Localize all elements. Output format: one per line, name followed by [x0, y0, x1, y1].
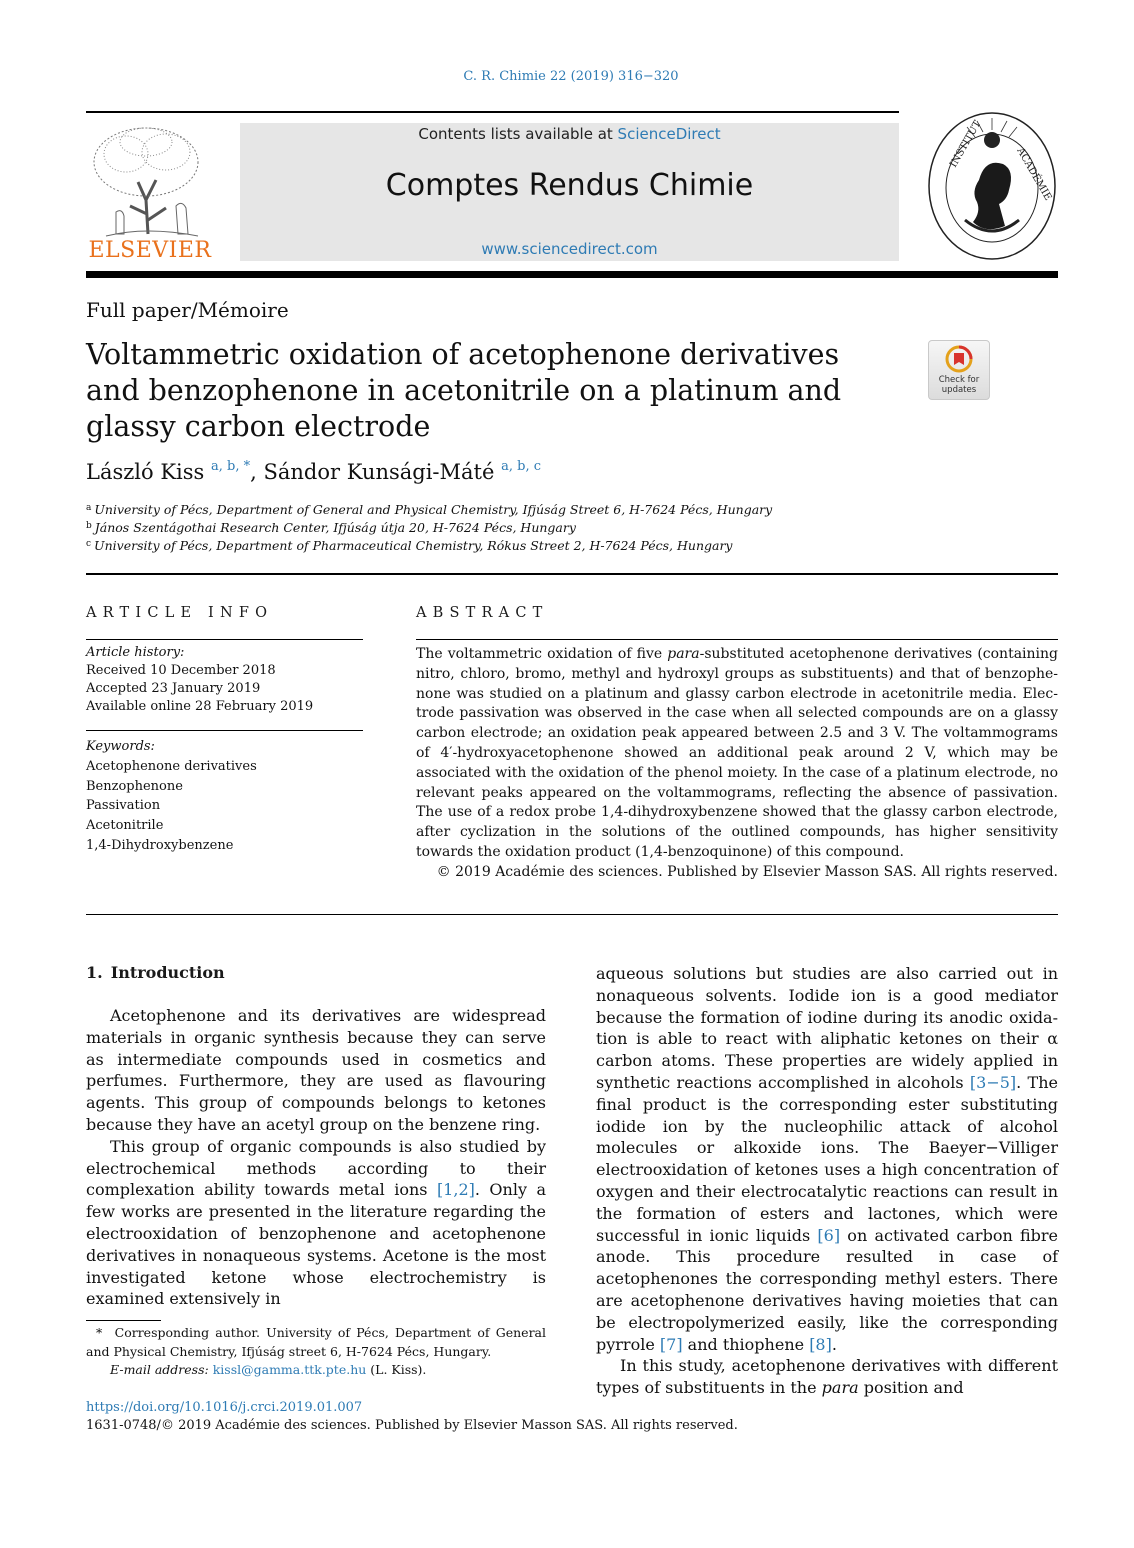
text-run: and thiophene: [682, 1334, 810, 1354]
corresponding-author-footnote: [86, 1324, 546, 1380]
paragraph: Acetophenone and its derivatives are widespread materials in organic synthesis because they can serve as intermediate compounds used in cosmetics and perfumes. Furthermore, they are used as flavouring agents. This group of compounds belongs to ketones because they have an acetyl group on the benzene ring.: [86, 1006, 546, 1134]
abstract-italic: para: [667, 646, 700, 662]
author-separator: ,: [250, 460, 264, 484]
footnote-mark: *: [96, 1325, 103, 1340]
section-divider: [86, 573, 1058, 575]
sciencedirect-link[interactable]: ScienceDirect: [617, 125, 721, 143]
text-run: . Only a few works are presented in the literature regarding the electrooxidation of benzophenone and acetophenone derivatives in nonaqueous systems. Acetone is the most investigated ketone whose electrochemistry is examined extensively in: [86, 1180, 546, 1309]
reference-link[interactable]: [8]: [809, 1334, 832, 1354]
affiliation-c: [86, 538, 733, 553]
footnote-line: [86, 1324, 546, 1361]
affiliation-mark: c: [86, 539, 92, 549]
footnote-rule: [86, 1320, 161, 1321]
italic-text: para: [821, 1378, 859, 1398]
footnote-text: Corresponding author. University of Pécs, Department of General and Physical Chemistry, Ifjúság street 6, H-7624 Pécs, Hungary.: [86, 1325, 546, 1359]
journal-url-link[interactable]: www.sciencedirect.com: [481, 240, 658, 258]
affiliation-a: [86, 502, 772, 517]
paragraph: [596, 1355, 1058, 1399]
keyword: Acetophenone derivatives: [86, 758, 257, 774]
affiliation-mark: a: [86, 503, 92, 513]
email-link[interactable]: kissl@gamma.ttk.pte.hu: [212, 1362, 367, 1377]
reference-link[interactable]: [7]: [659, 1334, 683, 1354]
author-affiliation-marks[interactable]: a, b, c: [501, 459, 541, 474]
text-run: This group of organic compounds is also studied by electrochemical methods according to their complexation ability towards metal ions: [86, 1136, 546, 1200]
text-run: position and: [858, 1378, 964, 1398]
reference-link[interactable]: [6]: [817, 1225, 841, 1245]
check-for-updates-button[interactable]: [928, 340, 990, 400]
abstract-text: [416, 645, 1058, 863]
check-updates-label: Check for updates: [938, 375, 980, 395]
journal-citation[interactable]: C. R. Chimie 22 (2019) 316−320: [463, 69, 679, 84]
check-updates-icon: [929, 341, 989, 375]
abstract-text-part: -substituted acetophenone derivatives (containing nitro, chloro, bromo, methyl and hydroxyl groups as substituents) and that of benzophenone was studied on a platinum and glassy carbon electrode in acetonitrile media. Electrode passivation was observed in the case when all selected compounds are on a glassy carbon electrode; an oxidation peak appeared between 2.5 and 3 V. The voltammograms of 4′-hydroxyacetophenone showed an additional peak around 2 V, which may be associated with the oxidation of the phenol moiety. In the case of a platinum electrode, no relevant peaks appeared on the voltammograms, reflecting the absence of passivation. The use of a redox probe 1,4-dihydroxybenzene showed that the glassy carbon electrode, after cyclization in the solutions of the outlined compounds, has higher sensitivity towards the oxidation product (1,4-benzoquinone) of this compound.: [416, 646, 1058, 860]
header-thick-rule: [86, 271, 1058, 278]
paragraph: [596, 963, 1058, 1355]
article-info-rule: [86, 639, 363, 640]
journal-title: Comptes Rendus Chimie: [385, 168, 754, 203]
keyword: Acetonitrile: [86, 818, 164, 834]
affiliation-text: University of Pécs, Department of General and Physical Chemistry, Ifjúság Street 6, H-7624 Pécs, Hungary: [94, 502, 773, 517]
abstract-copyright: © 2019 Académie des sciences. Published by Elsevier Masson SAS. All rights reserved.: [436, 864, 1058, 880]
text-run: on activated carbon fibre anode. This procedure resulted in case of acetophenones the corresponding methyl esters. There are acetophenone derivatives having moieties that can be electropolymerized easily, like the corresponding pyrrole: [596, 1225, 1058, 1354]
doi-link[interactable]: https://doi.org/10.1016/j.crci.2019.01.007: [86, 1400, 363, 1415]
elsevier-wordmark: ELSEVIER: [88, 238, 212, 263]
keywords-rule: [86, 730, 363, 731]
author-affiliation-marks[interactable]: a, b, *: [211, 459, 251, 474]
text-run: . The final product is the corresponding ester substituting iodide ion by the nucleophilic attack of alcohol molecules or alkoxide ions. The Baeyer−Villiger electrooxidation of ketones uses a high concentration of oxygen and their electrocatalytic reactions can result in the formation of esters and lactones, which were successful in ionic liquids: [596, 1072, 1058, 1245]
keyword: 1,4-Dihydroxybenzene: [86, 837, 234, 853]
affiliation-text: János Szentágothai Research Center, Ifjúság útja 20, H-7624 Pécs, Hungary: [94, 520, 576, 535]
header-top-rule: [86, 111, 899, 113]
body-column-right: [596, 963, 1058, 1399]
email-label: E-mail address:: [110, 1362, 209, 1377]
reference-link[interactable]: [1,2]: [436, 1180, 475, 1200]
affiliation-b: [86, 520, 576, 535]
author-name: László Kiss: [86, 460, 205, 484]
accepted-date: Accepted 23 January 2019: [86, 681, 261, 696]
online-date: Available online 28 February 2019: [86, 699, 314, 714]
affiliation-text: University of Pécs, Department of Pharmaceutical Chemistry, Rókus Street 2, H-7624 Pécs, Hungary: [94, 538, 733, 553]
footnote-email-line: [86, 1361, 546, 1380]
svg-text:INSTITUT: INSTITUT: [948, 119, 984, 170]
keyword: Benzophenone: [86, 778, 183, 794]
text-run: aqueous solutions but studies are also carried out in nonaqueous solvents. Iodide ion is a good mediator because the formation of iodine during its anodic oxidation is able to react with aliphatic ketones on their α carbon atoms. These properties are widely applied in synthetic reactions accomplished in alcohols: [596, 964, 1058, 1092]
keywords-label: Keywords:: [86, 739, 155, 754]
keywords-list: [86, 737, 257, 856]
contents-prefix: Contents lists available at: [418, 125, 618, 143]
affiliation-mark: b: [86, 521, 92, 531]
author-name: Sándor Kunsági-Máté: [263, 460, 495, 484]
paragraph: [86, 1136, 546, 1310]
body-column-left: [86, 1005, 546, 1310]
article-info-heading: ARTICLE INFO: [86, 605, 274, 621]
body-divider: [86, 914, 1058, 915]
issn-copyright: 1631-0748/© 2019 Académie des sciences. Published by Elsevier Masson SAS. All rights reserved.: [86, 1418, 738, 1433]
text-run: .: [831, 1334, 837, 1354]
abstract-rule: [416, 639, 1058, 640]
journal-banner: [240, 123, 899, 261]
abstract-heading: ABSTRACT: [416, 605, 549, 621]
svg-text:ACADÉMIE: ACADÉMIE: [1014, 146, 1054, 203]
history-label: Article history:: [86, 645, 185, 660]
academie-seal-logo: [925, 110, 1059, 262]
author-list: [86, 459, 541, 484]
reference-link[interactable]: [3−5]: [969, 1072, 1017, 1092]
article-title: Voltammetric oxidation of acetophenone derivatives and benzophenone in acetonitrile on a platinum and glassy carbon electrode: [86, 338, 842, 443]
email-suffix: (L. Kiss).: [366, 1362, 427, 1377]
article-type: Full paper/Mémoire: [86, 298, 289, 322]
article-history: [86, 644, 313, 716]
contents-line: [240, 125, 899, 143]
abstract-text-part: The voltammetric oxidation of five: [416, 646, 668, 662]
section-heading-introduction: 1. Introduction: [86, 963, 225, 982]
keyword: Passivation: [86, 798, 161, 814]
text-run: In this study, acetophenone derivatives with different types of substituents in the: [596, 1356, 1058, 1398]
received-date: Received 10 December 2018: [86, 663, 276, 678]
